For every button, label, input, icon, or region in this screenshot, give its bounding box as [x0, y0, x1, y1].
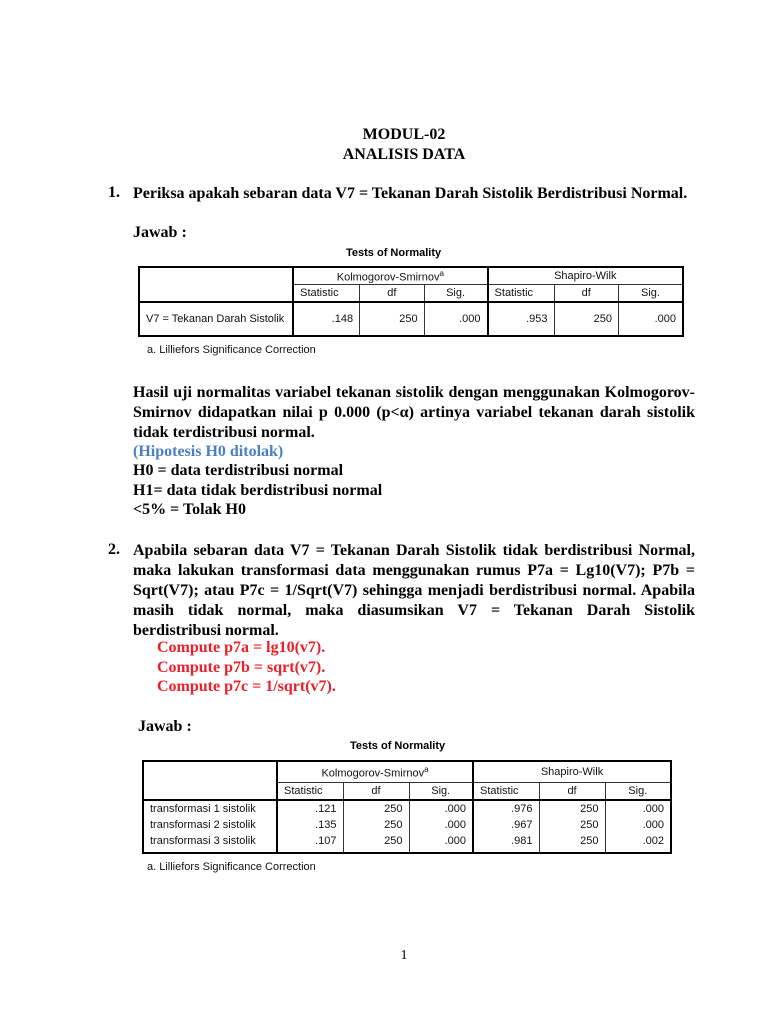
compute-line-2: Compute p7b = sqrt(v7). — [157, 659, 326, 676]
cell: .000 — [409, 800, 473, 817]
table-2-title: Tests of Normality — [350, 740, 446, 752]
table-corner-cell — [139, 267, 293, 302]
table-1-footnote: a. Lilliefors Significance Correction — [147, 344, 316, 356]
cell: .967 — [473, 817, 539, 833]
col-header: Statistic — [488, 285, 554, 303]
question-2-jawab: Jawab : — [138, 718, 192, 735]
group-header-ks: Kolmogorov-Smirnov$^a$ — [293, 267, 487, 285]
compute-line-3: Compute p7c = 1/sqrt(v7). — [157, 678, 336, 695]
col-header: df — [554, 285, 618, 303]
table-1-title: Tests of Normality — [346, 247, 442, 259]
cell: .148 — [293, 302, 359, 336]
cell: .953 — [488, 302, 554, 336]
table-header-row — [143, 761, 671, 783]
module-subtitle: ANALISIS DATA — [342, 146, 466, 163]
col-header: Sig. — [424, 285, 487, 303]
table-corner-cell — [143, 761, 277, 800]
hypothesis-note: (Hipotesis H0 ditolak) — [133, 443, 284, 460]
table-header-row — [139, 267, 683, 285]
cell: .000 — [619, 302, 684, 336]
module-title: MODUL-02 — [362, 126, 446, 143]
row-label: transformasi 1 sistolik — [143, 800, 277, 817]
table-row — [143, 833, 671, 853]
group-header-sw: Shapiro-Wilk — [473, 761, 671, 783]
cell: .002 — [605, 833, 671, 853]
cell: .981 — [473, 833, 539, 853]
cell: 250 — [360, 302, 424, 336]
cell: 250 — [343, 817, 409, 833]
table-2-footnote: a. Lilliefors Significance Correction — [147, 861, 316, 873]
table-row — [143, 800, 671, 817]
col-header: Sig. — [605, 783, 671, 801]
cell: .000 — [409, 833, 473, 853]
table-row — [143, 817, 671, 833]
col-header: Statistic — [293, 285, 359, 303]
normality-table-1 — [138, 266, 684, 337]
cell: .000 — [424, 302, 487, 336]
compute-line-1: Compute p7a = lg10(v7). — [157, 639, 326, 656]
cell: .121 — [277, 800, 343, 817]
cell: .976 — [473, 800, 539, 817]
col-header: df — [539, 783, 605, 801]
cell: .000 — [605, 817, 671, 833]
hypothesis-h0: H0 = data terdistribusi normal — [133, 462, 344, 479]
result-paragraph: Hasil uji normalitas variabel tekanan sistolik dengan menggunakan Kolmogorov-Smirnov didapatkan nilai p 0.000 (p<α) artinya variabel tekanan darah sistolik tidak terdistribusi normal. — [133, 384, 695, 441]
hypothesis-h1: H1= data tidak berdistribusi normal — [133, 482, 383, 499]
decision-rule: <5% = Tolak H0 — [133, 501, 246, 518]
col-header: Sig. — [619, 285, 684, 303]
question-1-text: Periksa apakah sebaran data V7 = Tekanan Darah Sistolik Berdistribusi Normal. — [133, 185, 688, 202]
page-number: 1 — [400, 948, 408, 963]
cell: .000 — [409, 817, 473, 833]
group-header-ks: Kolmogorov-Smirnov$^a$ — [277, 761, 473, 783]
question-1-number: 1. — [108, 184, 120, 201]
col-header: df — [360, 285, 424, 303]
cell: 250 — [539, 833, 605, 853]
row-label: V7 = Tekanan Darah Sistolik — [139, 302, 293, 336]
question-2-number: 2. — [108, 541, 120, 558]
cell: 250 — [554, 302, 618, 336]
question-1-jawab: Jawab : — [133, 224, 187, 241]
table-row — [139, 302, 683, 336]
cell: .107 — [277, 833, 343, 853]
cell: 250 — [539, 817, 605, 833]
row-label: transformasi 2 sistolik — [143, 817, 277, 833]
cell: .000 — [605, 800, 671, 817]
col-header: df — [343, 783, 409, 801]
normality-table-2 — [142, 760, 672, 854]
group-header-sw: Shapiro-Wilk — [488, 267, 683, 285]
cell: 250 — [343, 800, 409, 817]
col-header: Statistic — [473, 783, 539, 801]
cell: .135 — [277, 817, 343, 833]
row-label: transformasi 3 sistolik — [143, 833, 277, 853]
question-2-text: Apabila sebaran data V7 = Tekanan Darah Sistolik tidak berdistribusi Normal, maka lakukan transformasi data menggunakan rumus P7a = Lg10(V7); P7b = Sqrt(V7); atau P7c = 1/Sqrt(V7) sehingga menjadi berdistribusi normal. Apabila masih tidak normal, maka diasumsikan V7 = Tekanan Darah Sistolik berdistribusi normal. — [133, 542, 695, 639]
cell: 250 — [343, 833, 409, 853]
col-header: Sig. — [409, 783, 473, 801]
col-header: Statistic — [277, 783, 343, 801]
cell: 250 — [539, 800, 605, 817]
